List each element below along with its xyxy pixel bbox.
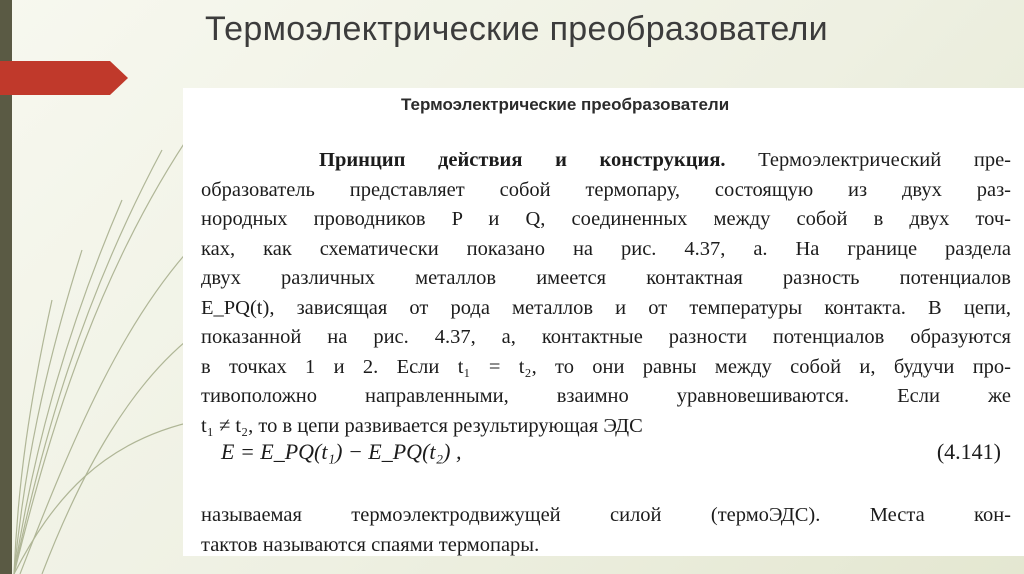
section-lead: Принцип действия и конструкция. xyxy=(319,149,726,171)
text-line: ках, как схематически показано на рис. 4.37, a. На границе раздела xyxy=(201,237,1011,260)
paragraph-principle xyxy=(201,146,1011,441)
text-line: образователь представляет собой термопару, состоящую из двух раз- xyxy=(201,178,1011,201)
text-line: называемая термоэлектродвижущей силой (термоЭДС). Места кон- xyxy=(201,504,1011,526)
text-line: в точках 1 и 2. Если t₁ = t₂, то они равны между собой и, будучи про- xyxy=(201,355,1011,378)
title-accent-arrow xyxy=(0,61,128,95)
text-line: тактов называются спаями термопары. xyxy=(201,533,540,556)
text-line: тивоположно направленными, взаимно уравновешиваются. Если же xyxy=(201,385,1011,407)
equation-formula: E = E_PQ(t₁) − E_PQ(t₂) , xyxy=(221,439,462,464)
equation-number: (4.141) xyxy=(936,439,1001,464)
slide-title: Термоэлектрические преобразователи xyxy=(205,10,828,48)
text-line: E_PQ(t), зависящая от рода металлов и от температуры контакта. В цепи, xyxy=(201,296,1011,319)
text-line: t₁ ≠ t₂, то в цепи развивается результирующая ЭДС xyxy=(201,414,643,437)
text-line: нородных проводников P и Q, соединенных между собой в двух точ- xyxy=(201,208,1011,230)
text-line: показанной на рис. 4.37, a, контактные разности потенциалов образуются xyxy=(201,326,1011,348)
text-line: двух различных металлов имеется контактная разность потенциалов xyxy=(201,267,1011,289)
document-heading: Термоэлектрические преобразователи xyxy=(401,95,730,114)
paragraph-definition xyxy=(201,501,1011,560)
text-line: Принцип действия и конструкция. Термоэлектрический пре- xyxy=(319,149,1011,171)
scanned-page xyxy=(183,88,1024,556)
